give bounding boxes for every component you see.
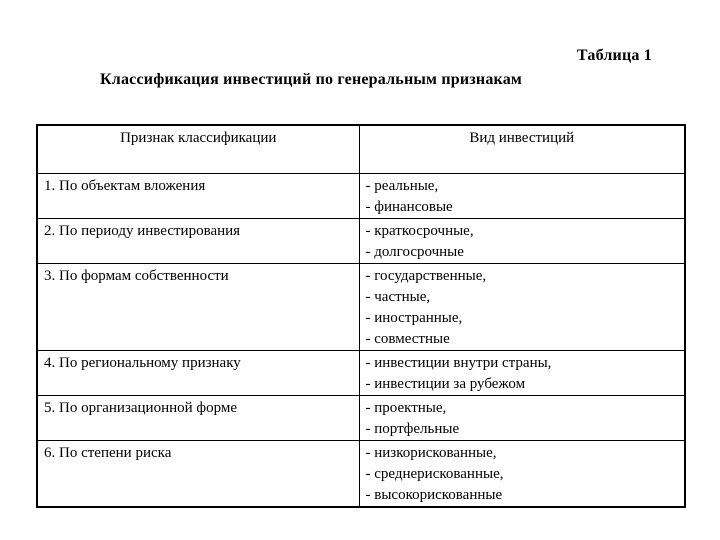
criterion-cell: 1. По объектам вложения (37, 174, 359, 219)
table-number: Таблица 1 (576, 47, 652, 64)
table-row (37, 174, 685, 219)
type-item: - иностранные, (365, 310, 463, 326)
table-title: Классификация инвестиций по генеральным признакам (100, 71, 523, 88)
type-item: - частные, (365, 289, 431, 305)
type-item: - проектные, (365, 400, 447, 416)
types-cell (359, 351, 685, 396)
criterion-cell: 6. По степени риска (37, 441, 359, 508)
criterion-cell: 5. По организационной форме (37, 396, 359, 441)
types-cell (359, 264, 685, 351)
type-item: - финансовые (365, 199, 453, 215)
type-item: - долгосрочные (365, 244, 464, 260)
table-header-row (37, 125, 685, 174)
type-item: - низкорискованные, (365, 445, 497, 461)
classification-table (36, 124, 686, 508)
types-cell (359, 441, 685, 508)
table-row (37, 396, 685, 441)
types-cell (359, 174, 685, 219)
table-row (37, 219, 685, 264)
type-item: - инвестиции внутри страны, (365, 355, 552, 371)
type-item: - инвестиции за рубежом (365, 376, 526, 392)
types-cell (359, 219, 685, 264)
type-item: - высокорискованные (365, 487, 503, 503)
type-item: - среднерискованные, (365, 466, 504, 482)
type-item: - реальные, (365, 178, 439, 194)
type-item: - портфельные (365, 421, 460, 437)
table-row (37, 264, 685, 351)
criterion-cell: 2. По периоду инвестирования (37, 219, 359, 264)
types-cell (359, 396, 685, 441)
type-item: - краткосрочные, (365, 223, 474, 239)
table-row (37, 441, 685, 508)
table-row (37, 351, 685, 396)
header-criterion: Признак классификации (37, 125, 359, 174)
criterion-cell: 4. По региональному признаку (37, 351, 359, 396)
header-investment-type: Вид инвестиций (359, 125, 685, 174)
type-item: - совместные (365, 331, 450, 347)
criterion-cell: 3. По формам собственности (37, 264, 359, 351)
type-item: - государственные, (365, 268, 487, 284)
